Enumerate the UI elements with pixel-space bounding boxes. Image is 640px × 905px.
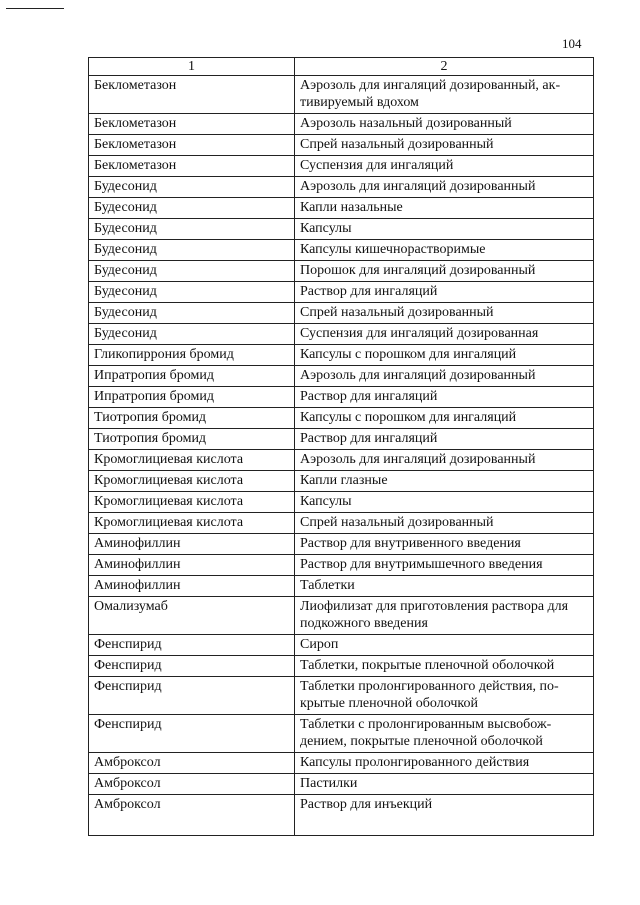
table-row [89, 597, 594, 635]
table-row [89, 198, 594, 219]
cell-substance: Беклометазон [89, 156, 295, 177]
cell-dosage-form: Раствор для внутривенного введения [295, 534, 594, 555]
cell-substance: Будесонид [89, 303, 295, 324]
cell-substance: Кромоглициевая кислота [89, 450, 295, 471]
cell-dosage-form: Пастилки [295, 774, 594, 795]
cell-dosage-form: Сироп [295, 635, 594, 656]
cell-dosage-form: Раствор для внутримышечного введения [295, 555, 594, 576]
cell-substance: Беклометазон [89, 135, 295, 156]
cell-dosage-form: Раствор для ингаляций [295, 282, 594, 303]
cell-substance: Будесонид [89, 240, 295, 261]
cell-dosage-form: Суспензия для ингаляций дозированная [295, 324, 594, 345]
cell-dosage-form: Порошок для ингаляций дозированный [295, 261, 594, 282]
cell-substance: Будесонид [89, 177, 295, 198]
table-row [89, 76, 594, 114]
table-row [89, 715, 594, 753]
cell-substance: Будесонид [89, 198, 295, 219]
table-row [89, 656, 594, 677]
cell-dosage-form: Спрей назальный дозированный [295, 513, 594, 534]
table-row [89, 345, 594, 366]
table-row [89, 429, 594, 450]
cell-dosage-form: Капсулы с порошком для ингаляций [295, 345, 594, 366]
cell-dosage-form: Капсулы [295, 219, 594, 240]
table-row [89, 534, 594, 555]
cell-dosage-form: Аэрозоль для ингаляций дозированный [295, 450, 594, 471]
cell-substance: Аминофиллин [89, 555, 295, 576]
scan-edge-mark [6, 8, 64, 9]
cell-substance: Ипратропия бромид [89, 366, 295, 387]
cell-dosage-form: Аэрозоль для ингаляций дозированный, ак-тивируемый вдохом [295, 76, 594, 114]
cell-substance: Фенспирид [89, 656, 295, 677]
table-row [89, 156, 594, 177]
cell-substance: Ипратропия бромид [89, 387, 295, 408]
table-row [89, 240, 594, 261]
cell-dosage-form: Таблетки с пролонгированным высвобож-дением, покрытые пленочной оболочкой [295, 715, 594, 753]
cell-dosage-form: Таблетки пролонгированного действия, по-крытые пленочной оболочкой [295, 677, 594, 715]
table-row [89, 177, 594, 198]
table-row [89, 576, 594, 597]
cell-substance: Тиотропия бромид [89, 408, 295, 429]
table-row [89, 471, 594, 492]
table-row [89, 219, 594, 240]
cell-dosage-form: Капли назальные [295, 198, 594, 219]
table-row [89, 795, 594, 836]
table-row [89, 135, 594, 156]
table-row [89, 282, 594, 303]
cell-substance: Будесонид [89, 324, 295, 345]
cell-substance: Кромоглициевая кислота [89, 492, 295, 513]
table-row [89, 303, 594, 324]
cell-dosage-form: Лиофилизат для приготовления раствора для подкожного введения [295, 597, 594, 635]
cell-substance: Кромоглициевая кислота [89, 471, 295, 492]
cell-dosage-form: Спрей назальный дозированный [295, 303, 594, 324]
cell-substance: Амброксол [89, 795, 295, 836]
cell-substance: Аминофиллин [89, 534, 295, 555]
cell-dosage-form: Таблетки [295, 576, 594, 597]
table-row [89, 114, 594, 135]
cell-dosage-form: Капсулы [295, 492, 594, 513]
cell-dosage-form: Суспензия для ингаляций [295, 156, 594, 177]
cell-dosage-form: Капсулы кишечнорастворимые [295, 240, 594, 261]
cell-substance: Беклометазон [89, 76, 295, 114]
table-row [89, 387, 594, 408]
cell-substance: Фенспирид [89, 635, 295, 656]
cell-dosage-form: Раствор для ингаляций [295, 387, 594, 408]
page-number: 104 [562, 36, 582, 51]
cell-substance: Фенспирид [89, 715, 295, 753]
cell-dosage-form: Аэрозоль для ингаляций дозированный [295, 366, 594, 387]
cell-substance: Омализумаб [89, 597, 295, 635]
table-row [89, 635, 594, 656]
cell-substance: Аминофиллин [89, 576, 295, 597]
cell-substance: Тиотропия бромид [89, 429, 295, 450]
column-header-2: 2 [295, 58, 594, 76]
table-row [89, 513, 594, 534]
cell-substance: Будесонид [89, 219, 295, 240]
cell-substance: Беклометазон [89, 114, 295, 135]
cell-dosage-form: Капсулы пролонгированного действия [295, 753, 594, 774]
table-row [89, 677, 594, 715]
table-row [89, 753, 594, 774]
drug-forms-table [88, 57, 594, 836]
cell-dosage-form: Раствор для ингаляций [295, 429, 594, 450]
cell-substance: Фенспирид [89, 677, 295, 715]
cell-substance: Кромоглициевая кислота [89, 513, 295, 534]
table-header-row [89, 58, 594, 76]
cell-dosage-form: Капли глазные [295, 471, 594, 492]
table-row [89, 450, 594, 471]
cell-substance: Амброксол [89, 753, 295, 774]
cell-substance: Будесонид [89, 261, 295, 282]
column-header-1: 1 [89, 58, 295, 76]
table-row [89, 492, 594, 513]
table-row [89, 324, 594, 345]
cell-dosage-form: Аэрозоль назальный дозированный [295, 114, 594, 135]
cell-dosage-form: Капсулы с порошком для ингаляций [295, 408, 594, 429]
table-body [89, 76, 594, 836]
cell-substance: Будесонид [89, 282, 295, 303]
table-row [89, 366, 594, 387]
cell-dosage-form: Аэрозоль для ингаляций дозированный [295, 177, 594, 198]
cell-substance: Гликопиррония бромид [89, 345, 295, 366]
cell-substance: Амброксол [89, 774, 295, 795]
cell-dosage-form: Спрей назальный дозированный [295, 135, 594, 156]
cell-dosage-form: Раствор для инъекций [295, 795, 594, 836]
table-row [89, 774, 594, 795]
table-row [89, 408, 594, 429]
cell-dosage-form: Таблетки, покрытые пленочной оболочкой [295, 656, 594, 677]
table-row [89, 261, 594, 282]
table-row [89, 555, 594, 576]
